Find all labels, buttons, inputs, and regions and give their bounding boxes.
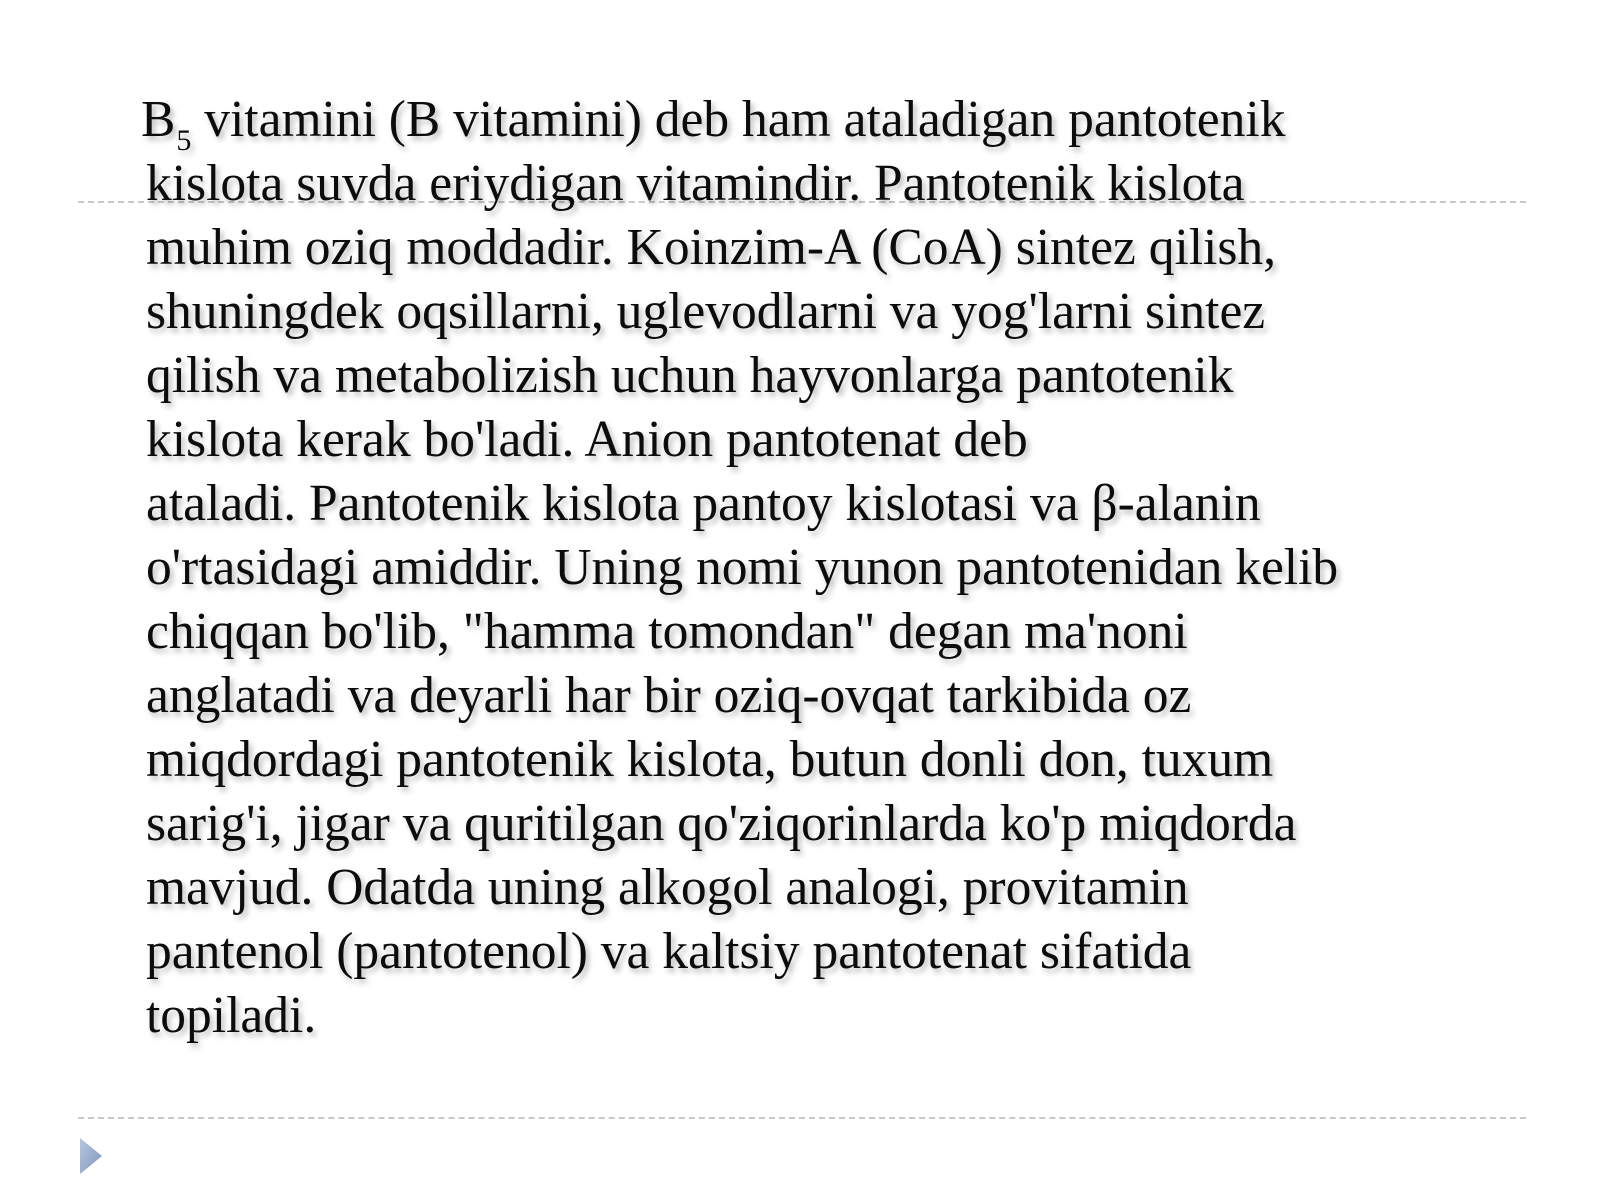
text-line-13: mavjud. Odatda uning alkogol analogi, provitamin: [146, 859, 1189, 916]
text-line-9: chiqqan bo'lib, "hamma tomondan" degan ma'noni: [146, 603, 1188, 660]
vitamin-subscript: 5: [176, 124, 192, 157]
text-line-11: miqdordagi pantotenik kislota, butun donli don, tuxum: [146, 731, 1274, 788]
text-line-1: [141, 88, 1566, 157]
play-arrow-icon[interactable]: [78, 1136, 104, 1176]
text-line-7: ataladi. Pantotenik kislota pantoy kislotasi va β-alanin: [146, 475, 1261, 532]
text-line-12: sarig'i, jigar va quritilgan qo'ziqorinlarda ko'p miqdorda: [146, 795, 1297, 852]
text-line-3: muhim oziq moddadir. Koinzim-A (CoA) sintez qilish,: [146, 219, 1277, 276]
text-line-1-rest: vitamini (B vitamini) deb ham ataladigan pantotenik: [191, 91, 1286, 148]
text-line-8: o'rtasidagi amiddir. Uning nomi yunon pantotenidan kelib: [146, 539, 1339, 596]
text-line-10: anglatadi va deyarli har bir oziq-ovqat tarkibida oz: [146, 667, 1192, 724]
body-text: [141, 88, 1566, 1048]
text-line-14: pantenol (pantotenol) va kaltsiy pantotenat sifatida: [146, 923, 1192, 980]
vitamin-letter: B: [141, 91, 176, 148]
text-line-5: qilish va metabolizish uchun hayvonlarga pantotenik: [146, 347, 1234, 404]
text-line-15: topiladi.: [146, 987, 317, 1044]
text-line-6: kislota kerak bo'ladi. Anion pantotenat deb: [146, 411, 1028, 468]
text-line-4: shuningdek oqsillarni, uglevodlarni va yog'larni sintez: [146, 283, 1266, 340]
bottom-divider: [78, 1117, 1526, 1119]
text-line-2: kislota suvda eriydigan vitamindir. Pantotenik kislota: [146, 155, 1245, 212]
